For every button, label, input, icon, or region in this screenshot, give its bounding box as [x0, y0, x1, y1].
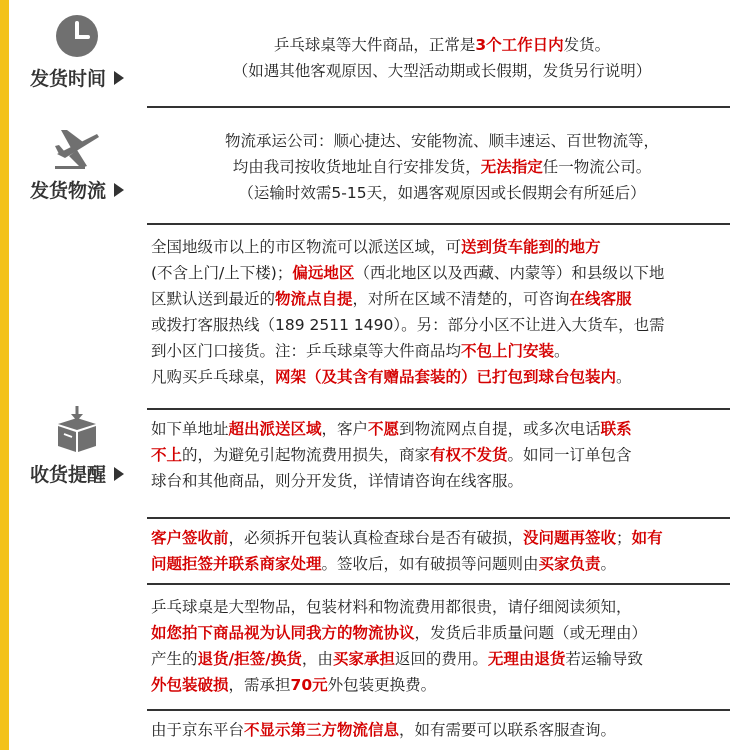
text-segment: 凡购买乒乓球桌，	[151, 368, 276, 386]
receiving-block-2	[151, 525, 741, 577]
text-line	[151, 312, 741, 338]
highlight-text: 问题拒签并联系商家处理	[151, 555, 322, 573]
highlight-text: 买家负责	[538, 555, 601, 573]
airplane-icon	[53, 128, 101, 170]
text-segment: （运输时效需5-15天，如遇客观原因或长假期会有所延后）	[238, 184, 646, 202]
text-segment: 若运输导致	[565, 650, 643, 668]
receiving-block-3	[151, 594, 741, 698]
text-segment: ，客户	[321, 420, 369, 438]
text-segment: 到小区门口接货。注：乒乓球桌等大件商品均	[151, 342, 462, 360]
shipping-time-label: 发货时间	[29, 68, 106, 90]
text-segment: 乒乓球桌等大件商品，正常是	[273, 36, 476, 54]
text-line	[151, 416, 741, 442]
text-segment: ，由	[301, 650, 333, 668]
text-segment: 。签收后，如有破损等问题则由	[321, 555, 539, 573]
shipping-logistics-label: 发货物流	[29, 180, 106, 202]
receiving-notice-label: 收货提醒	[29, 464, 106, 486]
text-segment: ，发货后非质量问题（或无理由）	[414, 624, 648, 642]
highlight-text: 无理由退货	[487, 650, 566, 668]
text-segment: 。	[554, 342, 570, 360]
highlight-text: 外包装破损	[151, 676, 229, 694]
highlight-text: 如您拍下商品视为认同我方的物流协议	[151, 624, 415, 642]
highlight-text: 在线客服	[569, 290, 632, 308]
package-icon	[52, 404, 102, 454]
highlight-text: 客户签收前	[151, 529, 229, 547]
text-line	[151, 525, 741, 551]
text-segment: 发货。	[563, 36, 611, 54]
text-line	[147, 128, 737, 154]
highlight-text: 买家承担	[332, 650, 395, 668]
section-divider	[147, 408, 730, 410]
shipping-logistics-heading	[12, 128, 142, 203]
text-line	[147, 32, 737, 58]
text-segment: 或拨打客服热线（189 2511 1490）。另：部分小区不让进入大货车，也需	[151, 316, 665, 334]
text-segment: 球台和其他商品，则分开发货，详情请咨询在线客服。	[151, 472, 524, 490]
highlight-text: 不包上门安装	[461, 342, 555, 360]
text-segment: 的，为避免引起物流费用损失，商家	[182, 446, 431, 464]
highlight-text: 联系	[600, 420, 632, 438]
highlight-text: 没问题再签收	[523, 529, 617, 547]
text-segment: 。	[616, 368, 632, 386]
text-segment: ，如有需要可以联系客服查询。	[399, 721, 617, 739]
text-line	[151, 620, 741, 646]
highlight-text: 无法指定	[480, 158, 543, 176]
text-segment: （西北地区以及西藏、内蒙等）和县级以下地	[354, 264, 665, 282]
triangle-right-icon	[114, 71, 124, 85]
highlight-text: 网架（及其含有赠品套装的）已打包到球台包装内	[275, 368, 617, 386]
text-segment: 全国地级市以上的市区物流可以派送区域，可	[151, 238, 462, 256]
text-segment: 如下单地址	[151, 420, 229, 438]
text-segment: 乒乓球桌是大型物品，包装材料和物流费用都很贵，请仔细阅读须知，	[151, 598, 632, 616]
text-segment: 任一物流公司。	[542, 158, 652, 176]
text-segment: 。	[600, 555, 617, 573]
highlight-text: 70元	[290, 676, 328, 694]
section-divider	[147, 583, 730, 585]
text-line	[151, 442, 741, 468]
text-segment: 。如同一订单包含	[507, 446, 632, 464]
receiving-notice-heading	[12, 404, 142, 487]
text-segment: (不含上门/上下楼)；	[151, 264, 293, 282]
highlight-text: 如有	[631, 529, 663, 547]
highlight-text: 不显示第三方物流信息	[244, 721, 400, 739]
section-divider	[147, 223, 730, 225]
text-segment: 返回的费用。	[394, 650, 488, 668]
highlight-text: 不上	[151, 446, 183, 464]
delivery-area-text	[151, 234, 741, 390]
triangle-right-icon	[114, 467, 124, 481]
text-line	[151, 338, 741, 364]
text-segment: 由于京东平台	[151, 721, 245, 739]
text-segment: 产生的	[151, 650, 198, 668]
triangle-right-icon	[114, 183, 124, 197]
shipping-time-text	[147, 32, 737, 84]
text-segment: 外包装更换费。	[327, 676, 437, 694]
receiving-block-4	[151, 717, 741, 743]
shipping-time-heading	[12, 14, 142, 91]
text-line	[151, 234, 741, 260]
text-line	[151, 364, 741, 390]
text-segment: 物流承运公司：顺心捷达、安能物流、顺丰速运、百世物流等，	[224, 132, 659, 150]
text-line	[151, 594, 741, 620]
highlight-text: 有权不发货	[430, 446, 508, 464]
highlight-text: 送到货车能到的地方	[461, 238, 601, 256]
receiving-block-1	[151, 416, 741, 494]
accent-bar	[0, 0, 9, 750]
text-line	[151, 551, 741, 577]
text-segment: ，必须拆开包装认真检查球台是否有破损，	[228, 529, 524, 547]
text-segment: ；	[616, 529, 632, 547]
text-segment: 均由我司按收货地址自行安排发货，	[232, 158, 481, 176]
text-segment: 区默认送到最近的	[151, 290, 276, 308]
text-segment: ，需承担	[228, 676, 291, 694]
highlight-text: 物流点自提	[275, 290, 353, 308]
section-divider	[147, 709, 730, 711]
highlight-text: 退货/拒签/换货	[197, 650, 302, 668]
highlight-text: 不愿	[368, 420, 400, 438]
section-divider	[147, 106, 730, 108]
highlight-text: 偏远地区	[292, 264, 355, 282]
text-line	[151, 646, 741, 672]
shipping-logistics-text	[147, 128, 737, 206]
text-segment: （如遇其他客观原因、大型活动期或长假期，发货另行说明）	[232, 62, 652, 80]
text-line	[151, 286, 741, 312]
clock-icon	[55, 14, 99, 58]
text-line	[147, 180, 737, 206]
text-line	[151, 672, 741, 698]
text-line	[151, 260, 741, 286]
highlight-text: 3个工作日内	[475, 36, 564, 54]
highlight-text: 超出派送区域	[228, 420, 322, 438]
text-line	[147, 154, 737, 180]
text-line	[151, 468, 741, 494]
text-line	[151, 717, 741, 743]
text-segment: ，对所在区域不清楚的，可咨询	[352, 290, 570, 308]
section-divider	[147, 517, 730, 519]
text-line	[147, 58, 737, 84]
text-segment: 到物流网点自提，或多次电话	[399, 420, 601, 438]
